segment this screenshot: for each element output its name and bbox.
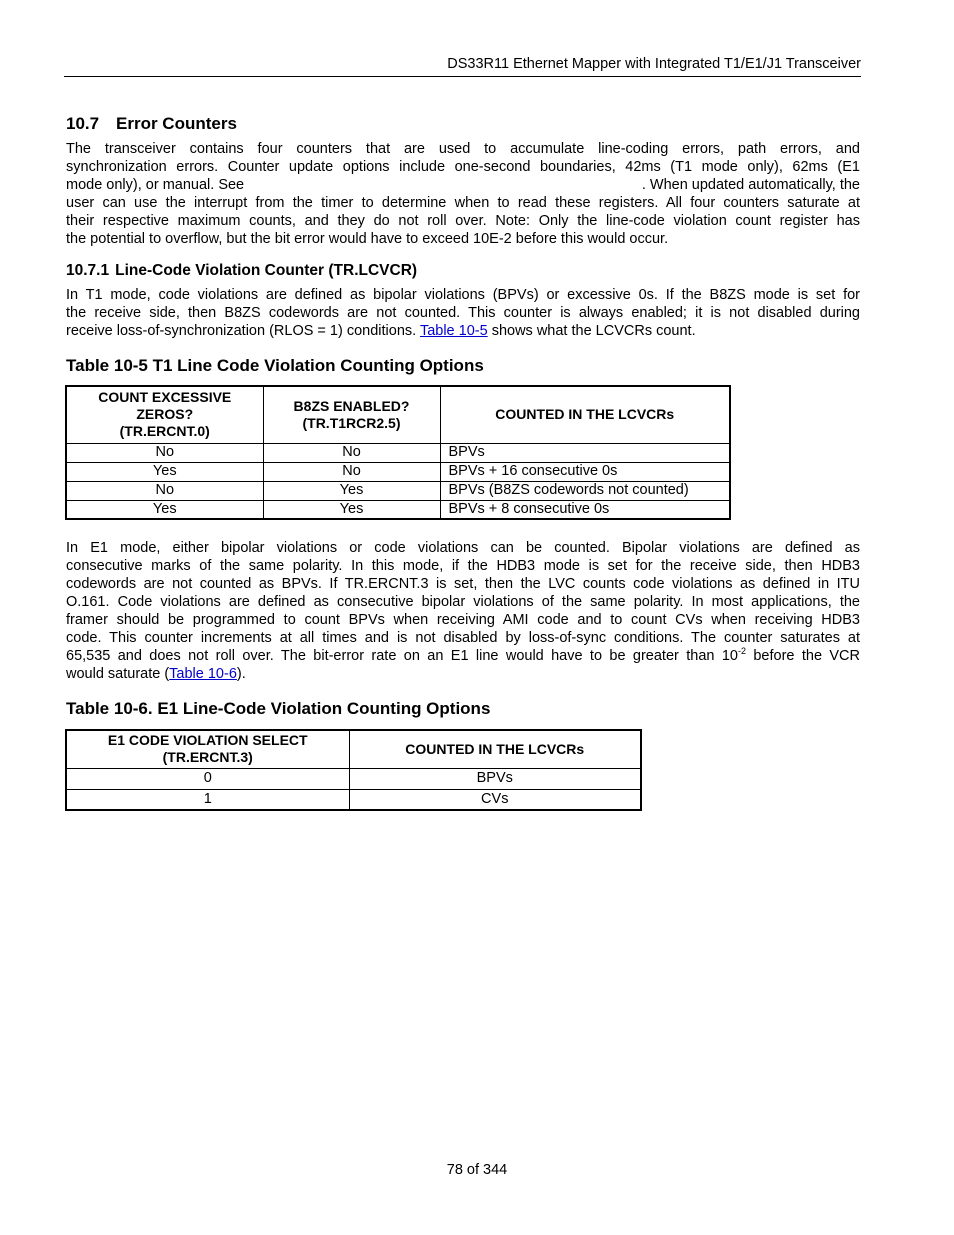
para-line: O.161. Code violations are defined as consecutive bipolar violations of the same polarity. In most applications, the — [66, 594, 860, 610]
table-header-row — [66, 730, 641, 768]
superscript: -2 — [737, 646, 746, 656]
header-line: E1 CODE VIOLATION SELECT — [107, 732, 308, 749]
header-line: COUNT EXCESSIVE — [98, 389, 232, 406]
header-line: ZEROS? — [136, 406, 194, 423]
para-text: receive loss-of-synchronization (RLOS = 1) conditions. — [66, 323, 417, 339]
para-line: In T1 mode, code violations are defined as bipolar violations (BPVs) or excessive 0s. If the B8ZS mode is set for — [66, 287, 860, 303]
table-row — [66, 500, 730, 519]
table-cell: BPVs + 8 consecutive 0s — [440, 500, 730, 519]
table-cell: No — [263, 462, 440, 481]
subsection-number: 10.7.1 — [66, 262, 110, 279]
page-number: 78 of 344 — [446, 1162, 508, 1178]
table-row — [66, 443, 730, 462]
section-number: 10.7 — [66, 114, 100, 133]
para-line: user can use the interrupt from the timer to determine when to read these registers. All four counters saturate at — [66, 195, 860, 211]
para-line — [66, 647, 860, 665]
para-text: 65,535 and does not roll over. The bit-error rate on an E1 line would have to be greater than 10 — [66, 648, 738, 664]
header-counted-in-lcvcrs — [440, 386, 730, 443]
table-cell: Yes — [66, 462, 263, 481]
table-cell: Yes — [263, 481, 440, 500]
table-10-6 — [65, 729, 642, 811]
table-cell: CVs — [349, 789, 641, 810]
table-10-6-title: Table 10-6. E1 Line-Code Violation Counting Options — [66, 699, 491, 718]
table-row — [66, 462, 730, 481]
header-rule — [64, 76, 861, 77]
header-line: (TR.ERCNT.3) — [162, 749, 253, 766]
table-10-5-link[interactable]: Table 10-5 — [419, 323, 488, 339]
para-text: ). — [236, 666, 246, 682]
table-cell: Yes — [263, 500, 440, 519]
para-line: framer should be programmed to count BPVs when receiving AMI code and to count CVs when receiving HDB3 — [66, 612, 860, 628]
table-cell: 0 — [66, 768, 349, 789]
header-line: COUNTED IN THE LCVCRs — [405, 740, 585, 757]
table-cell: No — [66, 481, 263, 500]
section-title: Error Counters — [116, 114, 237, 133]
subsection-heading — [66, 262, 417, 280]
para-line-left: mode only), or manual. See — [66, 177, 245, 193]
para-line: the potential to overflow, but the bit error would have to exceed 10E-2 before this would occur. — [66, 231, 669, 247]
subsection-title: Line-Code Violation Counter (TR.LCVCR) — [115, 262, 418, 279]
header-line: (TR.T1RCR2.5) — [302, 414, 401, 431]
para-line-right: . When updated automatically, the — [641, 177, 860, 193]
table-row — [66, 768, 641, 789]
para-line: consecutive marks of the same polarity. In this mode, if the HDB3 mode is set for the receive side, then HDB3 — [66, 558, 860, 574]
header-count-excessive-zeros — [66, 386, 263, 443]
para-line: synchronization errors. Counter update options include one-second boundaries, 42ms (T1 mode only), 62ms (E1 — [66, 159, 860, 175]
table-cell: Yes — [66, 500, 263, 519]
para-line — [66, 665, 860, 683]
table-10-5 — [65, 385, 731, 520]
e1-paragraph — [66, 539, 860, 683]
subsection-paragraph — [66, 286, 860, 340]
table-row — [66, 481, 730, 500]
table-header-row — [66, 386, 730, 443]
table-10-5-title: Table 10-5 T1 Line Code Violation Counting Options — [66, 356, 484, 375]
header-b8zs-enabled — [263, 386, 440, 443]
header-line: (TR.ERCNT.0) — [119, 423, 210, 440]
table-cell: No — [263, 443, 440, 462]
table-row — [66, 789, 641, 810]
section-heading — [66, 114, 237, 134]
para-line — [66, 176, 860, 194]
header-e1-code-violation-select — [66, 730, 349, 768]
table-cell: BPVs — [440, 443, 730, 462]
para-line: their respective maximum counts, and they do not roll over. Note: Only the line-code violation count register has — [66, 213, 860, 229]
para-text: would saturate ( — [66, 666, 170, 682]
table-cell: BPVs — [349, 768, 641, 789]
para-line: The transceiver contains four counters that are used to accumulate line-coding errors, path errors, and — [66, 141, 860, 157]
header-line: B8ZS ENABLED? — [293, 397, 410, 414]
header-line: COUNTED IN THE LCVCRs — [495, 406, 675, 423]
table-10-6-link[interactable]: Table 10-6 — [169, 666, 237, 682]
table-cell: BPVs (B8ZS codewords not counted) — [440, 481, 730, 500]
table-cell: 1 — [66, 789, 349, 810]
para-text: before the VCR — [753, 648, 860, 664]
para-line — [66, 322, 860, 340]
para-text: shows what the LCVCRs count. — [491, 323, 696, 339]
para-line: In E1 mode, either bipolar violations or code violations can be counted. Bipolar violations are defined as — [66, 540, 860, 556]
table-cell: No — [66, 443, 263, 462]
page-header: DS33R11 Ethernet Mapper with Integrated T1/E1/J1 Transceiver — [447, 56, 861, 72]
table-cell: BPVs + 16 consecutive 0s — [440, 462, 730, 481]
para-line: the receive side, then B8ZS codewords are not counted. This counter is always enabled; it is not disabled during — [66, 305, 860, 321]
header-counted-in-lcvcrs — [349, 730, 641, 768]
section-paragraph — [66, 140, 860, 248]
para-line: code. This counter increments at all times and is not disabled by loss-of-sync conditions. The counter saturates at — [66, 630, 860, 646]
para-line: codewords are not counted as BPVs. If TR.ERCNT.3 is set, then the LVC counts code violations as defined in ITU — [66, 576, 860, 592]
